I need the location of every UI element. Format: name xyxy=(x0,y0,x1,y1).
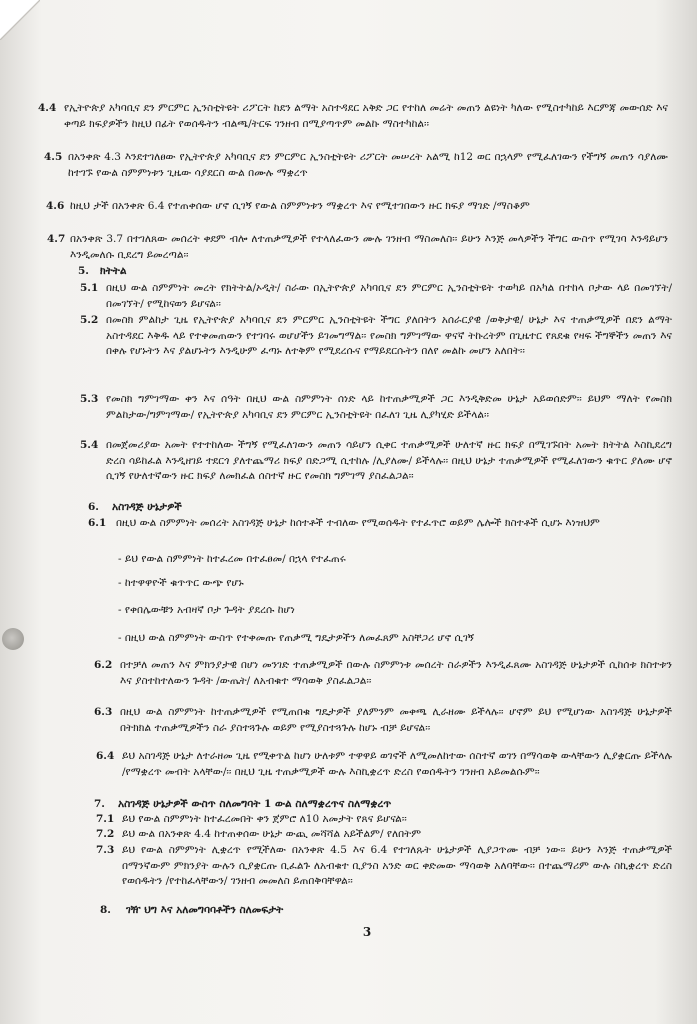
section-title-force-majeure: አስገዳጅ ሁኔታዎች xyxy=(112,501,182,513)
item-number: 7.1 xyxy=(96,813,115,825)
item-5-2: በመስክ ምልከታ ጊዜ የኢትዮጵያ አካባቢና ደን ምርምር ኢንስቲትዩት ችግር ያለበትን አሰራርያዊ /ወቅታዊ/ ሁኔታ እና ተጠቃሚዎች በደን ልማት አስተዳደር እቅዱ ላይ የተቀመጠውን የተገባሩ ወሆሆችን ይገመግማል፡፡ የመስክ ግምገማው ዋናኛ ትኩረትም በጊዜተር የጸደቁ የዛፍ ችግኞችን መጠን እና በቀሉ የሆኑትን እና ያልሆኑትን እንዲሁም ፈጣኑ ለተቅም የሚደረሱና የማይደርሱትን በለየ መልኩ መሆን አለበት፡፡ xyxy=(106,314,672,357)
paragraph-4-7: በአንቀጽ 3.7 በተገለጸው መሰረት ቀደም ብሎ ለተጠቃሚዎች የተላለፈውን ሙሉ ገንዘብ ማስመለስ፡፡ ይሁን እንጅ መላዎችን ችግር ውስጥ የሚገባ እንዳይሆን እንዲመለሱ ቢደረግ ይመረጣል፡፡ xyxy=(70,233,668,261)
bullet-item: - ይህ የውል ስምምነት ከተፈረመ በተፈፀመ/ በኋላ የተፈጠሩ xyxy=(118,553,346,565)
item-number: 6.2 xyxy=(94,659,113,671)
item-6-3: በዚህ ውል ስምምነት ከተጠቃሚዎች የሚጠበቁ ግዴታዎች ያለምንም መቀጫ ሊራዘሙ ይችላሉ፡፡ ሆኖም ይህ የሚሆነው አስገዳጅ ሁኔታዎች በትክክል ተጠቃሚዎችን ስራ ያስተጓጉሉ ወይም የሚያስተጓጉሉ ከሆኑ ብቻ ይሆናል፡፡ xyxy=(120,706,672,734)
paragraph-4-5: በአንቀጽ 4.3 እንደተገለፀው የኢትዮጵያ አካባቢና ደን ምርምር ኢንስቲትዩት ሪፖርት መሠረት አልሚ ከ12 ወር በኋላም የሚፈለገውን የችግኝ መጠን ሳያለሙ ከተገኙ የውል ስምምነቱን ጊዜው ሳያደርስ ውል በሙሉ ማቋረጥ xyxy=(68,151,668,179)
paragraph-4-6: ከዚህ ታች በአንቀጽ 6.4 የተጠቀሰው ሆኖ ሲገኝ የውል ስምምነቱን ማቋረጥ እና የሚተገበውን ዙር ክፍያ ማገድ /ማስቆም xyxy=(70,200,530,212)
section-title-governing-law: ገዥ ህግ እና አለመግባባቶችን ስለመፍታት xyxy=(126,904,284,916)
item-5-1: በዚህ ውል ስምምነት መረት የክትትል/ኦዲት/ ስራው በኢትዮጵያ አካባቢና ደን ምርምር ኢንስቲትዩት ተወካይ በአካል በተከላ ቦታው ላይ በመገኘት/በመገኘት/ የሚከናወን ይሆናል፡፡ xyxy=(106,282,672,310)
page-number: 3 xyxy=(362,925,372,939)
item-number: 5.3 xyxy=(80,393,99,405)
section-number: 7. xyxy=(94,798,105,810)
item-6-4: ይህ አስገዳጅ ሁኔታ ለተራዘመ ጊዜ የሚቀጥል ከሆነ ሁለቱም ተዋዋይ ወገኖች ለሚመለከተው ሰስተኛ ወገን በማሳወቅ ውላቸውን ሊያቋርጡ ይችላሉ /የማቋረጥ መብት አላቸው/፡፡ በዚህ ጊዜ ተጠቃሚዎች ውሉ እስኪቋረጥ ድረስ የወሰዱትን ገንዘብ አይመልሱም፡፡ xyxy=(122,750,672,778)
item-number: 6.1 xyxy=(88,517,107,529)
item-number: 7.3 xyxy=(96,844,115,856)
item-number: 6.4 xyxy=(96,750,115,762)
item-number: 5.2 xyxy=(80,314,99,326)
section-number: 8. xyxy=(100,904,111,916)
bullet-item: - ከተዋዋዮች ቁጥጥር ውጭ የሆኑ xyxy=(118,577,244,589)
item-7-1: ይህ የውል ስምምነት ከተፈረመበት ቀን ጀምሮ ለ10 አመታት የጸና ይሆናል፡፡ xyxy=(122,813,407,825)
item-number: 5.1 xyxy=(80,282,99,294)
section-title-termination: አስገዳጅ ሁኔታዎች ውስጥ ስለመግባት 1 ውል ስለማቋረጥና ስለማቋረጥ xyxy=(118,798,392,810)
item-6-2: በተቻለ መጠን እና ምክንያታዊ በሆነ መንገድ ተጠቃሚዎች በውሉ ስምምነቱ መሰረት ስራዎችን እንዲፈጸሙ አስገዳጅ ሁኔታዎች ሲከሰቱ ክስተቱን እና ያስተከተለውን ጉዳት /ውጤት/ ለአብቁተ ማሳወቅ ያስፈልጋል፡፡ xyxy=(120,659,672,687)
paragraph-4-4: የኢትዮጵያ አካባቢና ደን ምርምር ኢንስቲትዩት ሪፖርት ከደን ልማት አስተዳደር አቅድ ጋር የተከለ መሬት መጠን ልዩነት ካለው የሚስተካከይ እርምጃ መውሰድ እና ቀጣይ ክፍያዎችን ከዚህ በፊት የወሰዱትን ብልጫ/ትርፍ ገንዘብ በሚያጣጥም መልኩ ማስተካከል፡፡ xyxy=(64,102,668,130)
item-number: 6.3 xyxy=(94,706,113,718)
item-number: 7.2 xyxy=(96,828,115,840)
item-7-3: ይህ የውል ስምምነት ሊቋረጥ የሚችለው በአንቀጽ 4.5 እና 6.4 የተገለጹት ሁኔታዎች ሊያጋጥሙ ብቻ ነው፡፡ ይሁን እንጅ ተጠቃሚዎች በማንኛውም ምክንያት ውሉን ሲያቋርጡ ቢፈልጉ ለአብቁተ ቢያንስ አንድ ወር ቀድመው ማሳወቅ አለባቸው፡፡ በተጨማሪም ውሉ ስኪቋረጥ ድረስ የወሰዱትን /የተከፈላቸውን/ ገንዘብ መመለስ ይጠበቅባቸዋል፡፡ xyxy=(122,844,672,887)
item-5-3: የመስክ ግምገማው ቀን እና ሰዓት በዚህ ውል ስምምነት ሰነድ ላይ ከተጠቃሚዎች ጋር እንዲቅድመ ሁኔታ አይወሰድም፡፡ ይህም ማለት የመስክ ምልከታው/ግምገማው/ የኢትዮጵያ አካባቢና ደን ምርምር ኢንስቲትዩት በፈለገ ጊዜ ሊያካሂድ ይችላል፡፡ xyxy=(106,393,672,421)
section-number: 5. xyxy=(78,265,89,277)
paragraph-number: 4.5 xyxy=(44,151,63,163)
bullet-item: - በዚህ ውል ስምምነት ውስጥ የተቀመጡ የጠቃሚ ግዴታዎችን ለመፈጸም አስቸጋሪ ሆኖ ሲገኝ xyxy=(118,632,474,644)
item-5-4: በመጀመሪያው አመት የተተከለው ችግኝ የሚፈለገውን መጠን ሳይሆን ሲቀር ተጠቃሚዎች ሁለተኛ ዙር ክፍያ በሚገኙበት አመት ክትትል እስኪደረግ ድረስ ሳይከፈል እንዲዘገይ ተደርጎ ያለተጨማሪ ክፍያ በድጋሚ ሲተከሉ /ሊያለሙ/ ይችላሉ፡፡ በዚህ ሁኔታ ተጠቃሚዎች የሚፈለገውን ቁጥር ያለሙ ሆኖ ሲገኝ የሁለተኛውን ዙር ክፍያ ለመክፈል ሰስተኛ ዙር የመስክ ግምገማ ያስፈልጋል፡፡ xyxy=(106,439,672,482)
item-number: 5.4 xyxy=(80,439,99,451)
section-title-monitoring: ክትትል xyxy=(100,265,127,277)
item-7-2: ይህ ውል በአንቀጽ 4.4 ከተጠቀሰው ሁኔታ ውጪ መሻሻል አይችልም/ የለበትም xyxy=(122,828,422,840)
item-6-1: በዚህ ውል ስምምነት መሰረት አስገዳጅ ሁኔታ ከሰተቶች ተብለው የሚወሰዱት የተፈጥሮ ወይም ሌሎች ክስተቶች ሲሆኑ እነዝህም xyxy=(116,517,600,529)
paragraph-number: 4.6 xyxy=(46,200,65,212)
section-number: 6. xyxy=(88,501,99,513)
paragraph-number: 4.7 xyxy=(47,233,66,245)
paragraph-number: 4.4 xyxy=(38,102,57,114)
bullet-item: - የቀበሌውቹን አብዛኛ ቦታ ጉዳት ያደረሱ ከሆነ xyxy=(118,604,295,616)
